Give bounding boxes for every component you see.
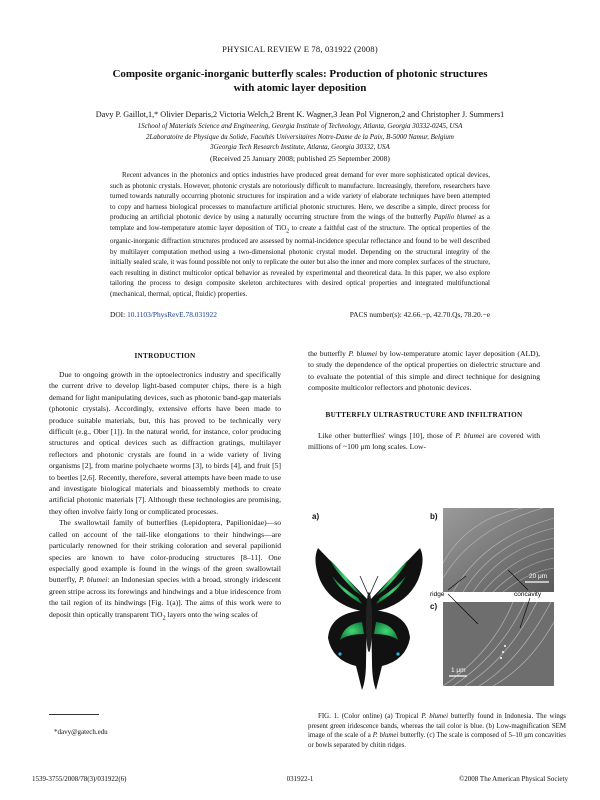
affiliations bbox=[60, 121, 540, 153]
intro-heading: INTRODUCTION bbox=[134, 352, 196, 360]
abstract-part-1: Recent advances in the photonics and optics industries have produced great demand for ever more sophisticated optical devices, such as photonic crystals. However, photonic crystals are notoriously difficult to manufacture. Increasingly, therefore, researchers have turned towards naturally occurring photonic structures for inspiration and a wide variety of elaborate techniques have been attempted to copy and harness biological processes to manufacture artificial photonic structures. Here, we describe a simple, direct process for producing an artificial photonic device by using a naturally occurring structure from the wings of the butterfly bbox=[110, 171, 490, 221]
running-head: PHYSICAL REVIEW E 78, 031922 (2008) bbox=[222, 44, 378, 54]
footnote-email[interactable]: *davy@gatech.edu bbox=[54, 728, 108, 736]
right-column bbox=[308, 348, 540, 453]
caption-species-1: P. blumei bbox=[421, 713, 449, 720]
ultra-part-2: are covered with millions of ~100 μm long scales. Low- bbox=[308, 431, 541, 452]
caption-part-1: FIG. 1. (Color online) (a) Tropical bbox=[318, 713, 422, 720]
affiliation-1: 1School of Materials Science and Engineering, Georgia Institute of Technology, Atlanta, Georgia 30332-0245, USA bbox=[137, 122, 463, 130]
paper-title bbox=[60, 68, 540, 95]
callout-arrows bbox=[308, 506, 566, 706]
title-line-2: with atomic layer deposition bbox=[233, 81, 367, 94]
caption-species-2: P. blumei bbox=[372, 732, 399, 740]
title-line-1: Composite organic-inorganic butterfly scales: Production of photonic structures bbox=[112, 68, 488, 80]
panel-label-b: b) bbox=[430, 512, 438, 521]
ultrastructure-paragraph bbox=[308, 430, 540, 453]
pacs-numbers: PACS number(s): 42.66.−p, 42.70.Qs, 78.20.−e bbox=[349, 310, 490, 319]
author-list: Davy P. Gaillot,1,* Olivier Deparis,2 Victoria Welch,2 Brent K. Wagner,3 Jean Pol Vigneron,2 and Christopher J. Summers1 bbox=[95, 110, 505, 119]
abstract-part-3: to create a faithful cast of the structure. The optical properties of the organic-inorganic diffraction structures produced are assessed by normal-incidence specular reflectance and found to be well described by multilayer computation method using a two-dimensional photonic crystal model. Depending on the structural integrity of the initially sealed scale, it was found possible not only to replicate the outer but also the inner and more complex surfaces of the structure, each resulting in distinct multicolor optical behavior as revealed by experimental and theoretical data. In this paper, we also explore tailoring the process to design composite skeleton architectures with desired optical properties and integrated multifunctional (mechanical, thermal, optical, fluidic) properties. bbox=[110, 223, 490, 298]
abstract-species: Papilio blumei bbox=[433, 213, 476, 221]
panel-label-a: a) bbox=[312, 512, 320, 521]
callout-ridge: ridge bbox=[430, 591, 445, 598]
intro-p2-part-3: layers onto the wing scales of bbox=[165, 609, 258, 619]
intro-p2-part-2: : an Indonesian species with a broad, strongly iridescent green stripe across its forewings and hindwings and a blue iridescence from the tail region of its hindwings [Fig. 1(a)]. The aims of this work were to deposit thin optically transparent TiO bbox=[49, 575, 282, 619]
intro-paragraph-1: Due to ongoing growth in the optoelectronics industry and specifically the current drive to develop light-based computer chips, there is a high demand for light manipulating devices, such as photonic band-gap materials (photonic crystals). Accordingly, extensive efforts have been made to produce suitable materials, but, this has proved to be technically very difficult (e.g., Ober [1]). In the natural world, for instance, color producing structures and optical devices such as diffraction gratings, multilayer reflectors and photonic crystals are found in a wide variety of living organisms [2], from marine polychaete worms [3], to birds [4], and fruit [5] to beetles [2,6]. Recently, therefore, several attempts have been made to use and investigate biological materials and bioassembly methods to create artificial photonic materials [7]. Although these technologies are promising, they often involve fairly long or complicated processes. bbox=[49, 370, 281, 516]
right-p-part-2: by low-temperature atomic layer deposition (ALD), to study the dependence of the optical properties on dielectric structure and to evaluate the potential of this simple and direct technique for designing composite multicolor reflectors and photonic devices. bbox=[308, 349, 540, 393]
panel-label-c: c) bbox=[430, 602, 438, 611]
caption-part-2: butterfly found in Indonesia. The wings present green iridescence bands, whereas the tail color is blue. (b) Low-magnification SEM image of the scale of a bbox=[308, 713, 566, 740]
doi-label: DOI: bbox=[110, 310, 126, 319]
footer-issn: 1539-3755/2008/78(3)/031922(6) bbox=[32, 775, 127, 783]
scale-label-c: 1 μm bbox=[451, 667, 466, 674]
affiliation-3: 3Georgia Tech Research Institute, Atlanta, Georgia 30332, USA bbox=[210, 143, 390, 151]
caption-part-3: butterfly. (c) The scale is composed of 5–10 μm concavities or bowls separated by chitin ridges. bbox=[308, 732, 566, 749]
footnote-rule bbox=[49, 714, 99, 715]
callout-concavity: concavity bbox=[514, 591, 542, 598]
right-p-part-1: the butterfly bbox=[308, 349, 349, 358]
figure-caption bbox=[308, 712, 566, 750]
received-dates: (Received 25 January 2008; published 25 September 2008) bbox=[210, 154, 390, 163]
intro-section bbox=[49, 352, 281, 623]
footer-page-number: 031922-1 bbox=[286, 775, 314, 783]
intro-p2-part-1: The swallowtail family of butterflies (Lepidoptera, Papilionidae)—so called on account of the tail-like elongations to their hindwings—are particularly renowned for their striking coloration and several papilionid species are known to have color-producing structures [8–11]. One especially good example is found in the wings of the green swallowtail butterfly, bbox=[49, 518, 281, 585]
doi-pacs-line bbox=[110, 310, 490, 319]
intro-p2-species: P. blumei bbox=[78, 575, 108, 585]
footer-copyright: ©2008 The American Physical Society bbox=[458, 775, 568, 783]
right-continuation-paragraph bbox=[308, 348, 540, 394]
figure-1 bbox=[308, 506, 566, 706]
right-p-species: P. blumei bbox=[348, 349, 378, 358]
intro-p2-subscript: 2 bbox=[162, 614, 166, 622]
affiliation-2: 2Laboratoire de Physique du Solide, Facultés Universitaires Notre-Dame de la Paix, B-5000 Namur, Belgium bbox=[146, 132, 454, 141]
intro-paragraph-2 bbox=[49, 517, 281, 623]
abstract-part-2: as a template and low-temperature atomic layer deposition of TiO bbox=[110, 213, 490, 232]
ultrastructure-heading: BUTTERFLY ULTRASTRUCTURE AND INFILTRATION bbox=[325, 410, 523, 419]
ultra-part-1: Like other butterflies' wings [10], those of bbox=[318, 431, 456, 441]
abstract-subscript: 2 bbox=[286, 227, 290, 234]
ultra-species: P. blumei bbox=[455, 431, 485, 441]
abstract bbox=[110, 170, 490, 299]
scale-label-b: 20 μm bbox=[529, 573, 548, 580]
doi-link[interactable]: 10.1103/PhysRevE.78.031922 bbox=[127, 310, 217, 319]
